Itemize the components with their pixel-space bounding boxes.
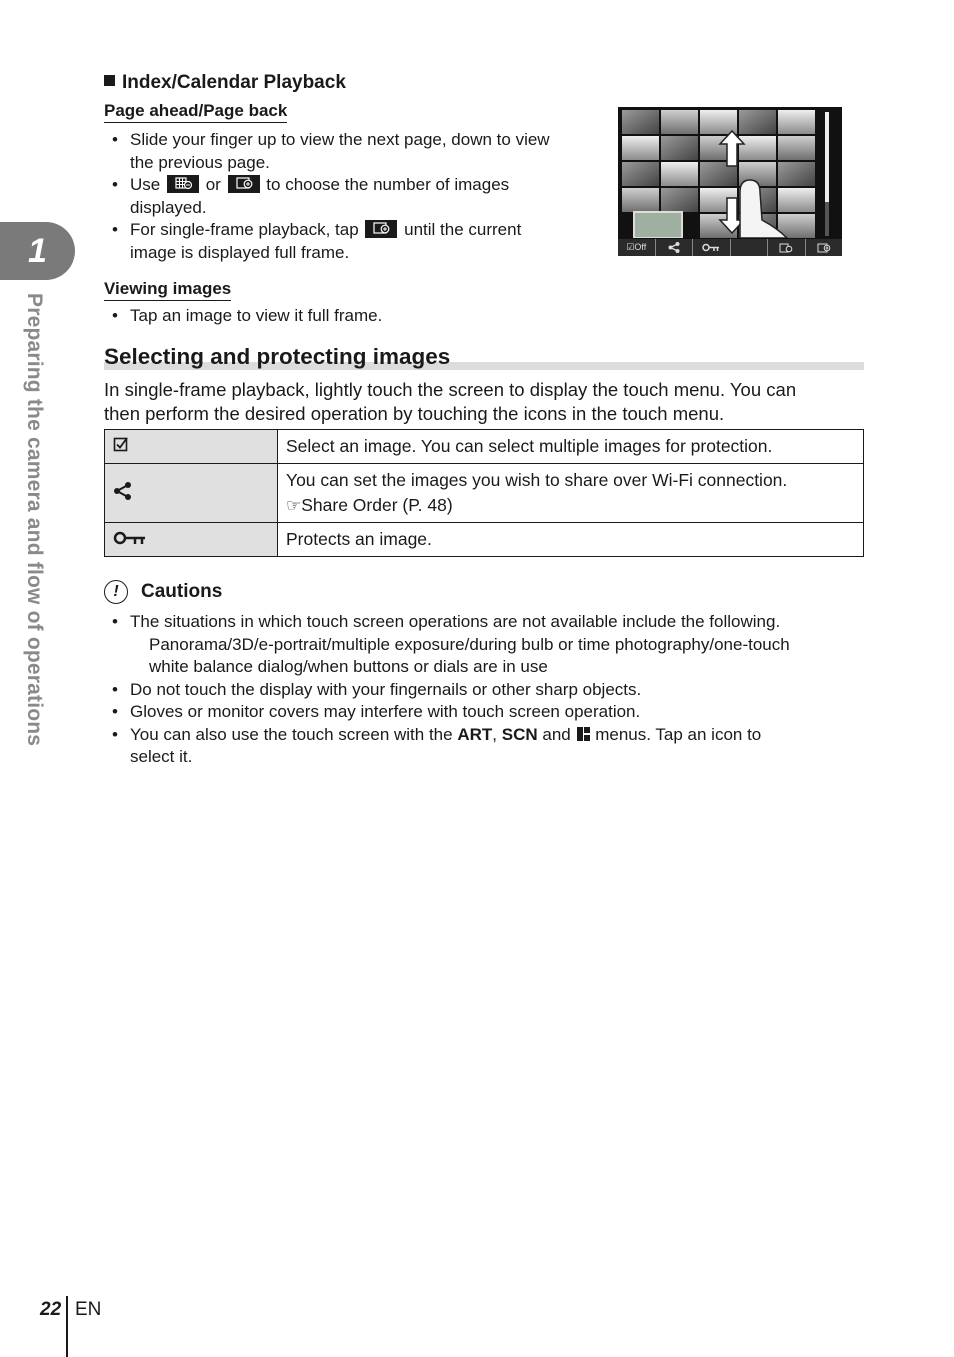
list-item bbox=[104, 679, 864, 702]
index-heading bbox=[104, 72, 346, 94]
chapter-number: 1 bbox=[28, 231, 47, 270]
caution-text: Gloves or monitor covers may interfere with touch screen operation. bbox=[130, 702, 641, 721]
table-row bbox=[105, 523, 864, 557]
intro-paragraph bbox=[104, 378, 864, 426]
index-heading-text: Index/Calendar Playback bbox=[122, 72, 346, 93]
list-item bbox=[104, 305, 604, 328]
blank-cell bbox=[731, 239, 769, 256]
footer-divider bbox=[66, 1296, 68, 1357]
bullet-text: displayed. bbox=[130, 197, 207, 217]
caution-text: select it. bbox=[130, 747, 193, 766]
bullet-text: until the current bbox=[404, 220, 522, 239]
list-item bbox=[104, 701, 864, 724]
table-row bbox=[105, 430, 864, 464]
zoom-in-icon bbox=[365, 220, 397, 238]
table-icon-cell bbox=[105, 523, 278, 557]
list-item bbox=[104, 219, 604, 264]
table-text-cell: Select an image. You can select multiple images for protection. bbox=[278, 430, 864, 464]
index-view-icon bbox=[167, 175, 199, 193]
art-menu-label: ART bbox=[457, 724, 493, 744]
scn-menu-label: SCN bbox=[501, 724, 538, 744]
bullet-text: Use bbox=[130, 175, 161, 194]
bullet-text: Tap an image to view it full frame. bbox=[130, 306, 383, 325]
bullet-text: Slide your finger up to view the next page, down to view bbox=[130, 130, 550, 149]
table-text-cell: Protects an image. bbox=[278, 523, 864, 557]
caution-text: menus. Tap an icon to bbox=[595, 724, 762, 744]
caution-text: , bbox=[492, 724, 498, 744]
viewing-list bbox=[104, 305, 604, 328]
table-row bbox=[105, 464, 864, 523]
caution-text: and bbox=[542, 724, 571, 744]
caution-subtext: Panorama/3D/e-portrait/multiple exposure/during bulb or time photography/one-touch bbox=[149, 634, 790, 654]
section-heading bbox=[104, 344, 864, 370]
caution-subtext: white balance dialog/when buttons or dials are in use bbox=[149, 657, 548, 676]
section-heading-text: Selecting and protecting images bbox=[104, 344, 451, 369]
page-ahead-list bbox=[104, 129, 604, 264]
cautions-heading bbox=[104, 580, 222, 604]
operations-table bbox=[104, 429, 864, 557]
page-number: 22 bbox=[40, 1299, 62, 1320]
share-icon bbox=[656, 239, 694, 256]
zoom-in-icon bbox=[228, 175, 260, 193]
bullet-text: or bbox=[205, 175, 221, 194]
caution-text: You can also use the touch screen with the bbox=[130, 724, 453, 744]
select-off-icon: ☑Off bbox=[618, 239, 656, 256]
list-item bbox=[104, 174, 604, 219]
table-icon-cell bbox=[105, 464, 278, 523]
checkbox-icon bbox=[113, 436, 129, 452]
list-item bbox=[104, 724, 864, 769]
language-label: EN bbox=[75, 1299, 102, 1320]
page-ahead-subheading: Page ahead/Page back bbox=[104, 101, 287, 123]
cautions-heading-text: Cautions bbox=[141, 581, 223, 602]
intro-line: then perform the desired operation by touching the icons in the touch menu. bbox=[104, 403, 725, 424]
bullet-text: the previous page. bbox=[130, 152, 270, 172]
camera-screen-illustration bbox=[618, 107, 842, 256]
touch-menu-bar bbox=[618, 239, 842, 256]
key-icon bbox=[693, 239, 731, 256]
chapter-tab bbox=[0, 222, 75, 280]
row-text: You can set the images you wish to share over Wi-Fi connection. bbox=[286, 470, 788, 490]
index-view-icon bbox=[768, 239, 806, 256]
caution-icon: ! bbox=[104, 580, 128, 604]
chapter-title: Preparing the camera and flow of operations bbox=[23, 293, 46, 747]
page-reference: Share Order (P. 48) bbox=[301, 495, 453, 515]
list-item bbox=[104, 129, 604, 174]
cautions-list bbox=[104, 611, 864, 769]
bullet-text: For single-frame playback, tap bbox=[130, 220, 359, 239]
viewing-images-subheading: Viewing images bbox=[104, 279, 231, 301]
caution-text: Do not touch the display with your fingernails or other sharp objects. bbox=[130, 679, 642, 699]
intro-line: In single-frame playback, lightly touch the screen to display the touch menu. You can bbox=[104, 379, 797, 400]
bullet-text: to choose the number of images bbox=[266, 175, 510, 194]
live-control-icon bbox=[576, 726, 591, 742]
square-bullet-icon bbox=[104, 75, 115, 86]
caution-text: The situations in which touch screen operations are not available include the following. bbox=[130, 612, 781, 631]
thumbnail-grid bbox=[622, 110, 834, 238]
share-icon bbox=[113, 481, 133, 501]
list-item bbox=[104, 611, 864, 679]
table-text-cell bbox=[278, 464, 864, 523]
key-icon bbox=[113, 531, 147, 545]
zoom-in-icon bbox=[806, 239, 843, 256]
bullet-text: image is displayed full frame. bbox=[130, 242, 350, 262]
table-icon-cell bbox=[105, 430, 278, 464]
reference-hand-icon: ☞ bbox=[286, 496, 302, 515]
